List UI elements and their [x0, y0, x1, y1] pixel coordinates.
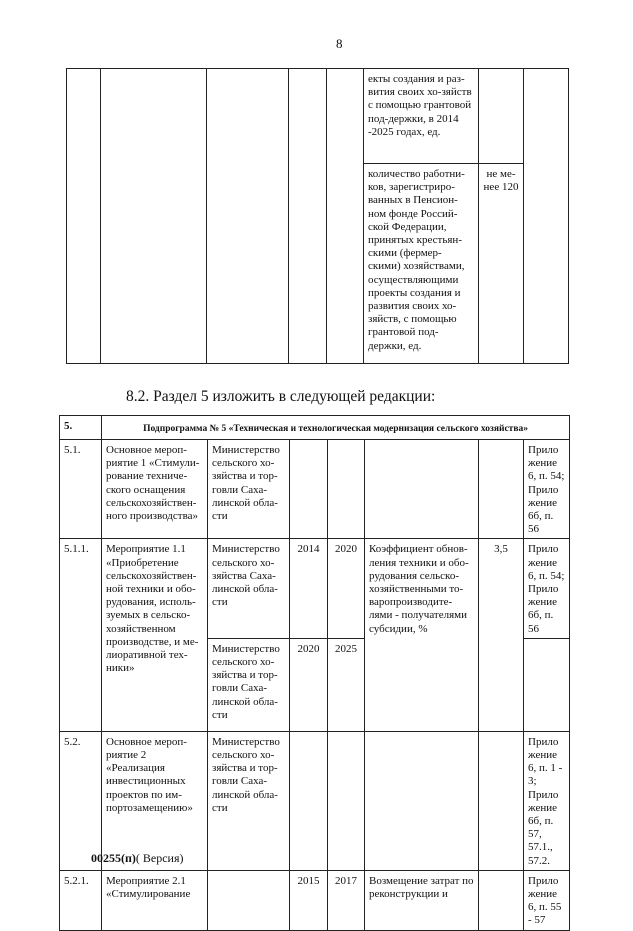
- cell: [290, 731, 328, 870]
- measure-name: Основное мероп-риятие 1 «Стимули-рование техниче-ского оснащения сельскохозяйствен-ного производства»: [102, 440, 208, 539]
- cell: [327, 69, 364, 364]
- executor: Министерство сельского хо-зяйства и тор-говли Саха-линской обла-сти: [208, 638, 290, 731]
- start-year: 2020: [290, 638, 328, 731]
- version-label: ( Версия): [135, 851, 184, 865]
- end-year: 2025: [328, 638, 365, 731]
- value-cell: не ме-нее 120: [479, 164, 524, 364]
- reference: Приложение 6, п. 54; Приложение 6б, п. 56: [524, 440, 570, 539]
- cell: [479, 731, 524, 870]
- indicator-cell: екты создания и раз-вития своих хо-зяйств с помощью грантовой под-держки, в 2014 -2025 годах, ед.: [364, 69, 479, 164]
- cell: [208, 870, 290, 930]
- cell: [524, 638, 570, 731]
- executor: Министерство сельского хо-зяйства и тор-говли Саха-линской обла-сти: [208, 440, 290, 539]
- cell: [524, 69, 569, 364]
- cell: [101, 69, 207, 364]
- indicator-cell: количество работни-ков, зарегистриро-ванных в Пенсион-ном фонде Россий-ской Федерации, принятых крестьян-скими (фермер-скими) хозяйствами, осуществляющими проекты создания и развития своих хо-зяйств, с помощью грантовой под-держки, ед.: [364, 164, 479, 364]
- measure-name: Мероприятие 1.1 «Приобретение сельскохозяйствен-ной техники и обо-рудования, исполь-зуемых в сельско-хозяйственном производстве, и ме-лиоративной тех-ники»: [102, 539, 208, 731]
- cell: [67, 69, 101, 364]
- cell: [479, 440, 524, 539]
- cell: [289, 69, 327, 364]
- indicator: Коэффициент обнов-ления техники и обо-рудования сельско-хозяйственными то-варопроизводите-лями - получателями субсидии, %: [365, 539, 479, 731]
- cell: [479, 69, 524, 164]
- reference: Приложение 6, п. 55 - 57: [524, 870, 570, 930]
- row-number: 5.2.1.: [60, 870, 102, 930]
- reference: Приложение 6, п. 54; Приложение 6б, п. 56: [524, 539, 570, 638]
- cell: [365, 731, 479, 870]
- cell: [328, 731, 365, 870]
- section-number: 5.: [60, 416, 102, 440]
- executor: Министерство сельского хо-зяйства Саха-линской обла-сти: [208, 539, 290, 638]
- row-number: 5.2.: [60, 731, 102, 870]
- subprogram-title: Подпрограмма № 5 «Техническая и технологическая модернизация сельского хозяйства»: [102, 416, 570, 440]
- continued-table: [66, 68, 569, 364]
- cell: [365, 440, 479, 539]
- measure-name: Мероприятие 2.1 «Стимулирование: [102, 870, 208, 930]
- executor: Министерство сельского хо-зяйства и тор-говли Саха-линской обла-сти: [208, 731, 290, 870]
- cell: [479, 870, 524, 930]
- row-number: 5.1.1.: [60, 539, 102, 731]
- page-number: 8: [336, 36, 343, 51]
- indicator: Возмещение затрат по реконструкции и: [365, 870, 479, 930]
- cell: [290, 440, 328, 539]
- start-year: 2015: [290, 870, 328, 930]
- cell: [207, 69, 289, 364]
- section-heading: 8.2. Раздел 5 изложить в следующей редакции:: [126, 388, 436, 405]
- row-number: 5.1.: [60, 440, 102, 539]
- footer: [91, 851, 184, 866]
- start-year: 2014: [290, 539, 328, 638]
- indicator-value: 3,5: [479, 539, 524, 731]
- measure-name: Основное мероп-риятие 2 «Реализация инвестиционных проектов по им-портозамещению»: [102, 731, 208, 870]
- end-year: 2020: [328, 539, 365, 638]
- document-code: 00255(п): [91, 851, 136, 865]
- cell: [328, 440, 365, 539]
- reference: Приложение 6, п. 1 - 3; Приложение 6б, п. 57, 57.1., 57.2.: [524, 731, 570, 870]
- end-year: 2017: [328, 870, 365, 930]
